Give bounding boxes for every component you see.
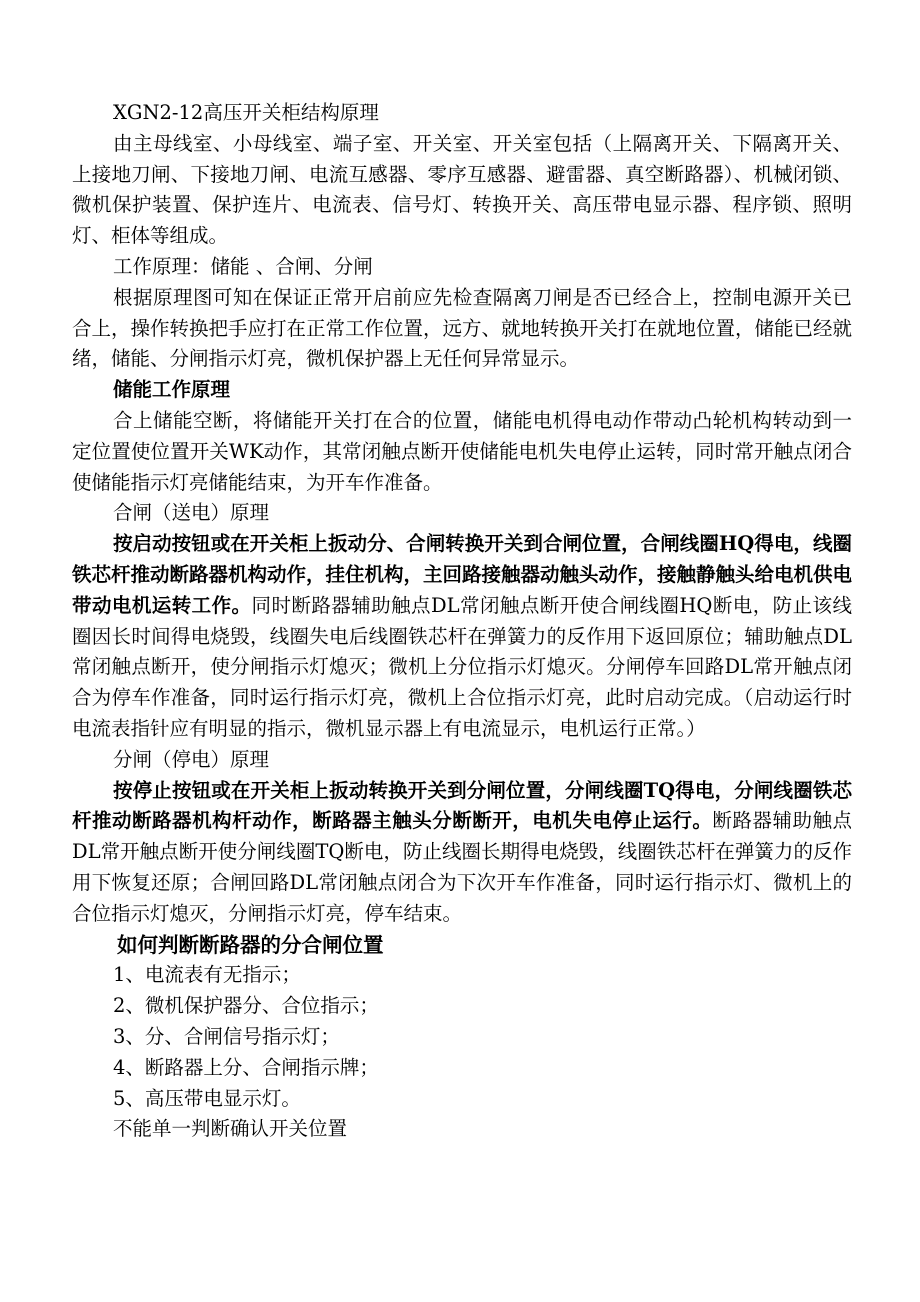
judge-list-item: 4、断路器上分、合闸指示牌；: [113, 1055, 379, 1079]
judge-list-item: 1、电流表有无指示；: [113, 963, 301, 987]
judge-conclusion: 不能单一判断确认开关位置: [113, 1117, 348, 1141]
closing-paragraph: [72, 529, 852, 745]
opening-paragraph: [72, 776, 852, 930]
closing-bold-text: 按启动按钮或在开关柜上扳动分、合闸转换开关到合闸位置，合闸线圈HQ得电，线圈铁芯杆推动断路器机构动作，挂住机构，主回路接触器动触头动作，接触静触头给电机供电带动电机运转工作。: [72, 532, 853, 617]
document-title: XGN2-12高压开关柜结构原理: [113, 101, 379, 124]
opening-bold-text: 按停止按钮或在开关柜上扳动转换开关到分闸位置，分闸线圈TQ得电，分闸线圈铁芯杆推动断路器机构杆动作，断路器主触头分断断开，电机失电停止运行。: [72, 778, 852, 833]
judge-list-item: 2、微机保护器分、合位指示；: [113, 994, 379, 1018]
working-principle-heading: 工作原理：储能 、合闸、分闸: [113, 254, 373, 278]
opening-normal-text: 断路器辅助触点DL常开触点断开使分闸线圈TQ断电，防止线圈长期得电烧毁，线圈铁芯杆在弹簧力的反作用下恢复还原；合闸回路DL常闭触点闭合为下次开车作准备，同时运行指示灯、微机上的合位指示灯熄灭，分闸指示灯亮，停车结束。: [72, 809, 852, 925]
energy-storage-paragraph: 合上储能空断，将储能开关打在合的位置，储能电机得电动作带动凸轮机构转动到一定位置使位置开关WK动作，其常闭触点断开使储能电机失电停止运转，同时常开触点闭合使储能指示灯亮储能结束，为开车作准备。: [72, 408, 852, 494]
judge-list-item: 5、高压带电显示灯。: [113, 1086, 301, 1110]
judge-list-item: 3、分、合闸信号指示灯；: [113, 1024, 340, 1048]
opening-heading: 分闸（停电）原理: [113, 747, 270, 771]
working-principle-paragraph: 根据原理图可知在保证正常开启前应先检查隔离刀闸是否已经合上，控制电源开关已合上，操作转换把手应打在正常工作位置，远方、就地转换开关打在就地位置，储能已经就绪，储能、分闸指示灯亮，微机保护器上无任何异常显示。: [72, 285, 853, 371]
document-body: [72, 98, 852, 1145]
judge-heading: 如何判断断路器的分合闸位置: [117, 932, 384, 957]
closing-heading: 合闸（送电）原理: [113, 501, 270, 525]
energy-storage-heading: 储能工作原理: [113, 378, 231, 402]
intro-paragraph: 由主母线室、小母线室、端子室、开关室、开关室包括（上隔离开关、下隔离开关、上接地刀闸、下接地刀闸、电流互感器、零序互感器、避雷器、真空断路器）、机械闭锁、微机保护装置、保护连片、电流表、信号灯、转换开关、高压带电显示器、程序锁、照明灯、柜体等组成。: [72, 131, 852, 248]
closing-normal-text: 同时断路器辅助触点DL常闭触点断开使合闸线圈HQ断电，防止该线圈因长时间得电烧毁，线圈失电后线圈铁芯杆在弹簧力的反作用下返回原位；辅助触点DL常闭触点断开，使分闸指示灯熄灭；微机上分位指示灯熄灭。分闸停车回路DL常开触点闭合为停车作准备，同时运行指示灯亮，微机上合位指示灯亮，此时启动完成。（启动运行时电流表指针应有明显的指示，微机显示器上有电流显示，电机运行正常。）: [72, 593, 852, 740]
